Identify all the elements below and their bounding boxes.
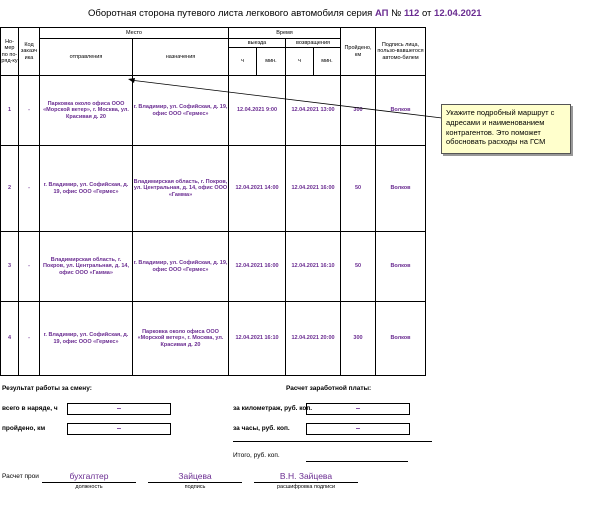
position-line xyxy=(42,482,136,483)
col-return-min: мин. xyxy=(314,48,341,76)
per-km-value: – xyxy=(306,403,410,415)
row-from: Владимирская область, г. Покров, ул. Центральная, д. 14, офис ООО «Гамма» xyxy=(40,232,133,302)
number-value: 112 xyxy=(404,8,420,19)
row-back: 12.04.2021 16:10 xyxy=(286,232,341,302)
row-from: г. Владимир, ул. Софийская, д. 19, офис ООО «Гермес» xyxy=(40,146,133,232)
row-signature: Волков xyxy=(376,146,426,232)
made-by-label: Расчет прои xyxy=(2,473,39,480)
total-label: Итого, руб. коп. xyxy=(233,452,280,459)
position-caption: должность xyxy=(75,484,103,490)
row-km: 50 xyxy=(341,146,376,232)
total-value-line xyxy=(306,461,408,462)
col-departure: отправления xyxy=(40,39,133,76)
comment-note: Укажите подробный маршрут с адресами и наименованием контрагентов. Это поможет обосновать расходы на ГСМ xyxy=(441,104,571,154)
col-leave: выезда xyxy=(229,39,286,48)
col-customer-code: Код заказч ика xyxy=(19,28,40,76)
col-time: Время xyxy=(229,28,341,39)
signature-value: Зайцева xyxy=(178,471,212,481)
number-label: № xyxy=(391,8,402,19)
row-out: 12.04.2021 16:00 xyxy=(229,232,286,302)
row-km: 300 xyxy=(341,76,376,146)
full-name-caption: расшифровка подписи xyxy=(276,484,336,490)
distance-label: пройдено, км xyxy=(2,425,46,432)
col-return: возвращения xyxy=(286,39,341,48)
per-km-label: за километраж, руб. коп. xyxy=(233,405,313,412)
row-out: 12.04.2021 16:10 xyxy=(229,302,286,376)
col-return-h: ч xyxy=(286,48,314,76)
total-hours-value: – xyxy=(67,403,171,415)
results-title: Результат работы за смену: xyxy=(2,385,92,392)
row-code: - xyxy=(19,76,40,146)
pay-divider xyxy=(233,441,432,442)
row-out: 12.04.2021 9:00 xyxy=(229,76,286,146)
col-leave-min: мин. xyxy=(257,48,286,76)
row-code: - xyxy=(19,302,40,376)
date-label: от xyxy=(421,8,432,19)
full-name-value: В.Н. Зайцева xyxy=(279,471,333,481)
col-leave-h: ч xyxy=(229,48,257,76)
total-hours-label: всего в наряде, ч xyxy=(2,405,58,412)
row-to: Парковка около офиса ООО «Морской ветер», г. Москва, ул. Красивая д. 20 xyxy=(133,302,229,376)
row-from: г. Владимир, ул. Софийская, д. 19, офис ООО «Гермес» xyxy=(40,302,133,376)
row-to: Владимирская область, г. Покров, ул. Центральная, д. 14, офис ООО «Гамма» xyxy=(133,146,229,232)
row-back: 12.04.2021 16:00 xyxy=(286,146,341,232)
row-to: г. Владимир, ул. Софийская, д. 19, офис ООО «Гермес» xyxy=(133,76,229,146)
row-number: 2 xyxy=(1,146,19,232)
date-value: 12.04.2021 xyxy=(434,8,482,19)
pay-title: Расчет заработной платы: xyxy=(286,385,372,392)
row-code: - xyxy=(19,232,40,302)
row-number: 4 xyxy=(1,302,19,376)
title-text: Оборотная сторона путевого листа легкового автомобиля серия xyxy=(88,8,373,19)
row-signature: Волков xyxy=(376,232,426,302)
row-from: Парковка около офиса ООО «Морской ветер», г. Москва, ул. Красивая д. 20 xyxy=(40,76,133,146)
row-code: - xyxy=(19,146,40,232)
row-km: 300 xyxy=(341,302,376,376)
signature-caption: подпись xyxy=(184,484,206,490)
full-name-line xyxy=(254,482,358,483)
row-number: 1 xyxy=(1,76,19,146)
row-signature: Волков xyxy=(376,302,426,376)
col-destination: назначения xyxy=(133,39,229,76)
row-back: 12.04.2021 20:00 xyxy=(286,302,341,376)
per-hour-label: за часы, руб. коп. xyxy=(233,425,290,432)
row-to: г. Владимир, ул. Софийская, д. 19, офис ООО «Гермес» xyxy=(133,232,229,302)
per-hour-value: – xyxy=(306,423,410,435)
row-out: 12.04.2021 14:00 xyxy=(229,146,286,232)
distance-value: – xyxy=(67,423,171,435)
signature-line xyxy=(148,482,242,483)
col-signature: Подпись лица, пользо-вавшегося автомо-билем xyxy=(376,28,426,76)
col-place: Место xyxy=(40,28,229,39)
row-km: 50 xyxy=(341,232,376,302)
position-value: бухгалтер xyxy=(69,471,109,481)
series-value: АП xyxy=(374,8,389,19)
col-row-no: Но-мер по по-ряд-ку xyxy=(1,28,19,76)
row-back: 12.04.2021 13:00 xyxy=(286,76,341,146)
row-signature: Волков xyxy=(376,76,426,146)
row-number: 3 xyxy=(1,232,19,302)
col-km: Пройдено, км xyxy=(341,28,376,76)
